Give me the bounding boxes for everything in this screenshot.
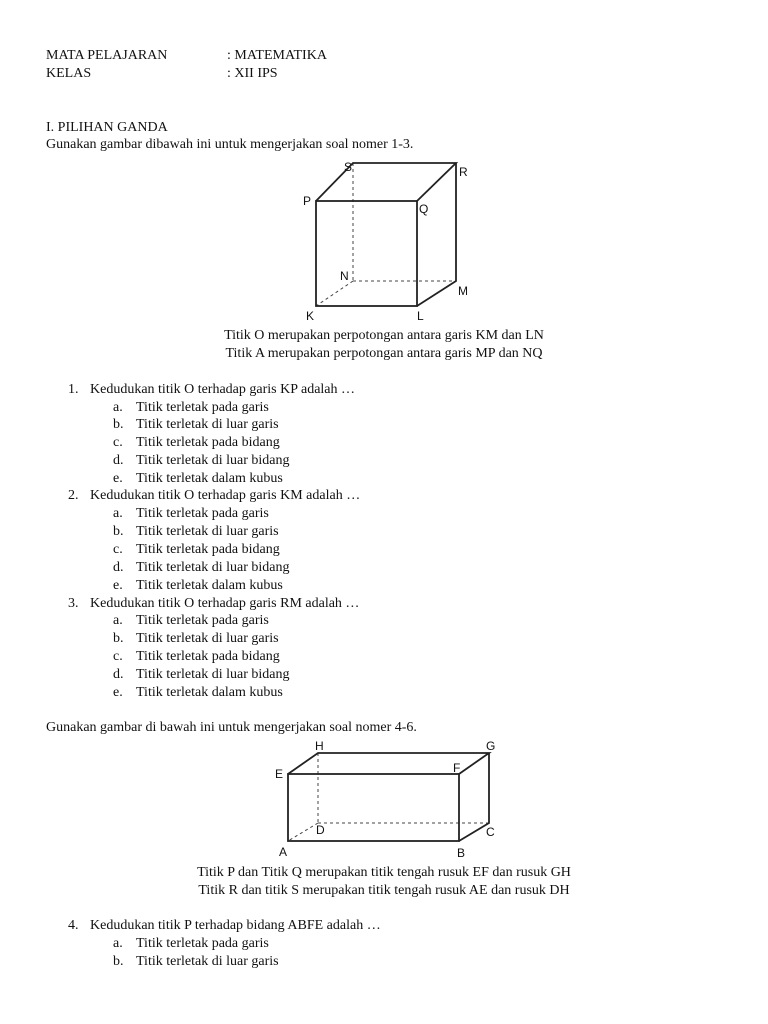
class-label: KELAS [46, 66, 92, 81]
vertex-label-h: H [315, 739, 324, 753]
question-1-option-e[interactable]: e. Titik terletak dalam kubus [113, 471, 283, 486]
vertex-label-s: S [344, 160, 353, 174]
vertex-label-a: A [279, 845, 288, 859]
question-2-option-e[interactable]: e. Titik terletak dalam kubus [113, 578, 283, 593]
question-1-option-a[interactable]: a. Titik terletak pada garis [113, 400, 269, 415]
question-2-option-d[interactable]: d. Titik terletak di luar bidang [113, 560, 290, 575]
vertex-label-r: R [459, 165, 468, 179]
question-2-option-b[interactable]: b. Titik terletak di luar garis [113, 524, 279, 539]
vertex-label-n: N [340, 269, 349, 283]
question-4: 4. Kedudukan titik P terhadap bidang ABFE adalah … [68, 918, 381, 933]
vertex-label-l: L [417, 309, 424, 323]
question-4-option-b[interactable]: b. Titik terletak di luar garis [113, 954, 279, 969]
vertex-label-k: K [306, 309, 315, 323]
question-3-option-a[interactable]: a. Titik terletak pada garis [113, 613, 269, 628]
vertex-label-f: F [453, 761, 461, 775]
figure1-caption-2: Titik A merupakan perpotongan antara garis MP dan NQ [225, 346, 543, 361]
section-intro-1: Gunakan gambar dibawah ini untuk mengerjakan soal nomer 1-3. [46, 137, 414, 152]
vertex-label-c: C [486, 825, 495, 839]
cube-figure [295, 155, 480, 325]
section-title: I. PILIHAN GANDA [46, 120, 168, 135]
vertex-label-q: Q [419, 202, 429, 216]
question-1-option-d[interactable]: d. Titik terletak di luar bidang [113, 453, 290, 468]
vertex-label-m: M [458, 284, 468, 298]
section-intro-2: Gunakan gambar di bawah ini untuk mengerjakan soal nomer 4-6. [46, 720, 417, 735]
question-2-option-a[interactable]: a. Titik terletak pada garis [113, 506, 269, 521]
question-1: 1. Kedudukan titik O terhadap garis KP adalah … [68, 382, 356, 397]
vertex-label-d: D [316, 823, 325, 837]
question-1-option-b[interactable]: b. Titik terletak di luar garis [113, 417, 279, 432]
figure2-caption-1: Titik P dan Titik Q merupakan titik tengah rusuk EF dan rusuk GH [197, 865, 571, 880]
class-value: : XII IPS [227, 66, 278, 81]
question-2: 2. Kedudukan titik O terhadap garis KM adalah … [68, 488, 361, 503]
vertex-label-g: G [486, 739, 496, 753]
question-3-option-b[interactable]: b. Titik terletak di luar garis [113, 631, 279, 646]
vertex-label-e: E [275, 767, 284, 781]
subject-label: MATA PELAJARAN [46, 48, 168, 63]
cuboid-figure [268, 735, 503, 860]
vertex-label-p: P [303, 194, 312, 208]
question-3-option-d[interactable]: d. Titik terletak di luar bidang [113, 667, 290, 682]
question-2-option-c[interactable]: c. Titik terletak pada bidang [113, 542, 280, 557]
question-1-option-c[interactable]: c. Titik terletak pada bidang [113, 435, 280, 450]
figure2-caption-2: Titik R dan titik S merupakan titik tengah rusuk AE dan rusuk DH [198, 883, 570, 898]
subject-value: : MATEMATIKA [227, 48, 327, 63]
question-3: 3. Kedudukan titik O terhadap garis RM adalah … [68, 596, 360, 611]
question-4-option-a[interactable]: a. Titik terletak pada garis [113, 936, 269, 951]
vertex-label-b: B [457, 846, 466, 860]
figure1-caption-1: Titik O merupakan perpotongan antara garis KM dan LN [224, 328, 544, 343]
question-3-option-c[interactable]: c. Titik terletak pada bidang [113, 649, 280, 664]
question-3-option-e[interactable]: e. Titik terletak dalam kubus [113, 685, 283, 700]
